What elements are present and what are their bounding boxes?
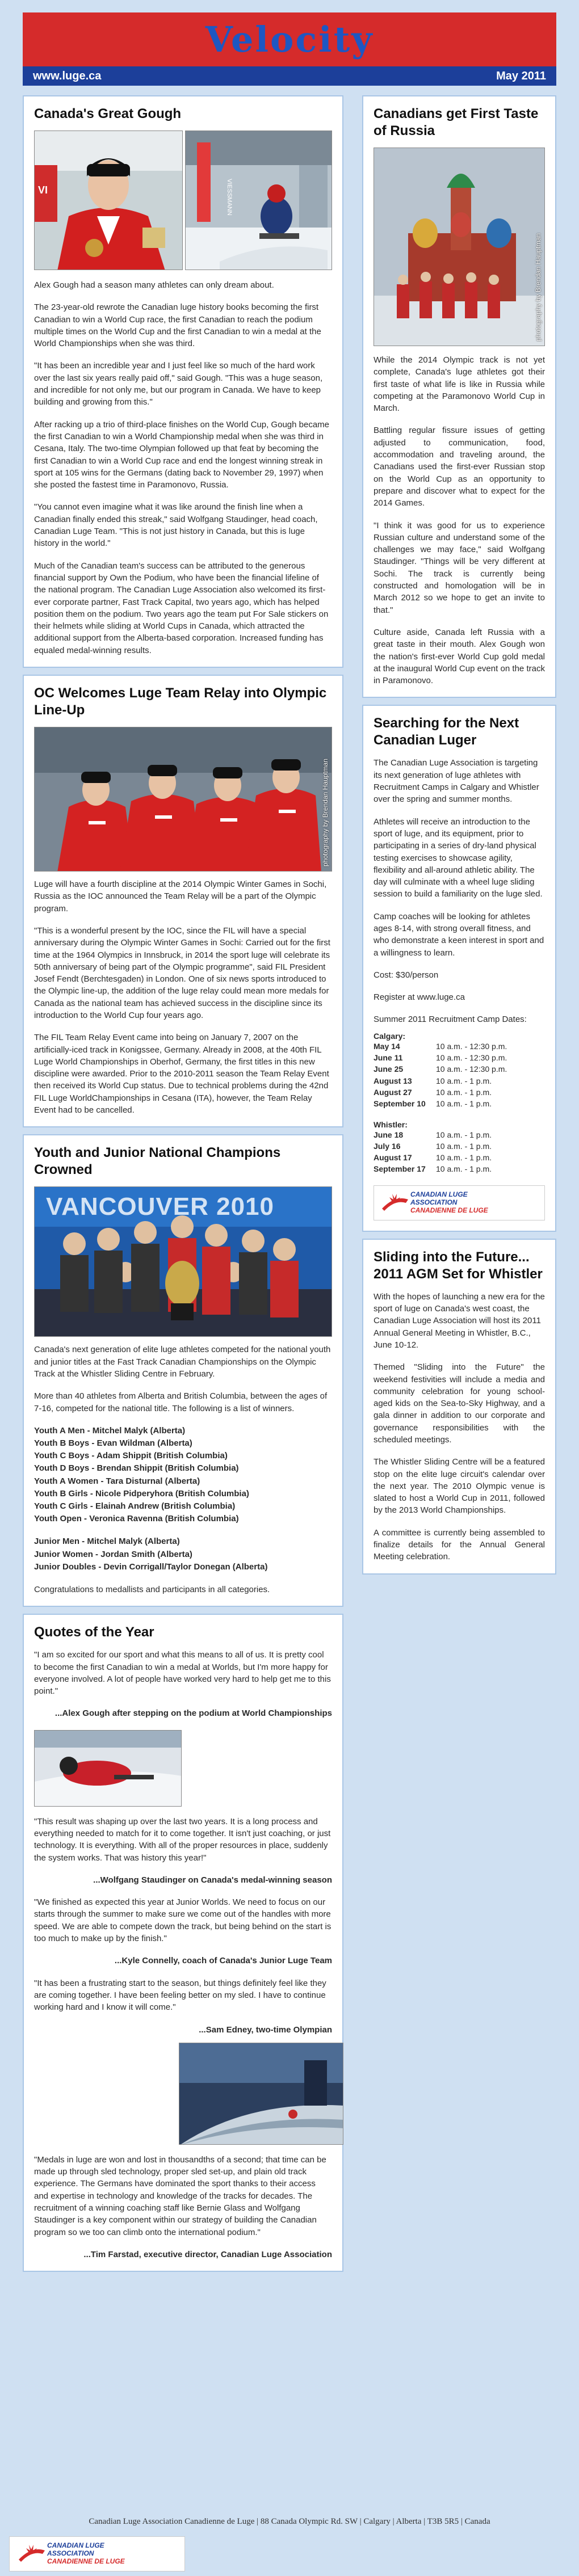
camp-time: 10 a.m. - 12:30 p.m. [436,1041,507,1051]
youth-winners-list [34,1425,332,1526]
svg-text:VIESSMANN: VIESSMANN [225,179,233,216]
quote-attribution: ...Wolfgang Staudinger on Canada's medal-winning season [93,1875,332,1885]
quotes-article [23,1614,343,2272]
cla-logo [374,1185,545,1220]
date-row [374,1052,545,1063]
youth-paragraph: Canada's next generation of elite luge athletes competed for the national youth and junior titles at the Fast Track Canadian Championships on the Olympic Track at the Whistler Sliding Centre in February. [34,1345,331,1379]
russia-photo-credit: photography by Brendan Hauptman [534,233,542,341]
camp-date: August 27 [374,1087,412,1097]
recruitment-paragraph: The Canadian Luge Association is targeting its next generation of luge athletes with Recruitment Camps in Calgary and Whistler over the spring and summer months. [374,758,539,805]
maple-leaf-icon [16,2543,47,2565]
logo-line: CANADIAN LUGE [47,2541,104,2550]
camp-date: May 14 [374,1041,400,1051]
camp-time: 10 a.m. - 1 p.m. [436,1087,492,1097]
winner-item: Youth A Men - Mitchel Malyk (Alberta) [34,1425,186,1436]
camp-date: August 17 [374,1153,412,1163]
quote-sled-image [35,1731,182,1807]
quote-text: "Medals in luge are won and lost in thousandths of a second; that time can be made up through sled technology, proper sled set-up, and plain old track experience. The Germans have dominated the sport thanks to their access and expertise in technology and knowledge of the tracks for decades. The recruitment of a winning coaching staff like Bernie Glass and Wolfgang Staudinger is a key component within our strategy of building the Canadian program so we too can climb onto the international podium." [34,2154,326,2237]
recruitment-heading: Searching for the Next Canadian Luger [374,715,519,748]
winner-item: Youth A Women - Tara Disturnal (Alberta) [34,1476,200,1486]
youth-closing: Congratulations to medallists and participants in all categories. [34,1584,270,1594]
camp-date: August 13 [374,1076,412,1085]
junior-winners-list [34,1535,332,1573]
maple-leaf-icon [380,1192,410,1214]
left-column [23,95,343,2279]
title-bar [23,12,556,66]
url-bar [23,66,556,86]
footer-cla-logo [9,2536,185,2571]
camp-date: September 10 [374,1099,426,1109]
date-row [374,1163,545,1175]
quote-text: "We finished as expected this year at Junior Worlds. We need to focus on our starts through the summer to make sure we come out of the handles with more speed. We are able to compete down the track, but being behind on the start is too much to make up by the finish." [34,1897,332,1944]
gough-paragraph: After racking up a trio of third-place finishes on the World Cup, Gough became the first Canadian to win a World Championship medal when she was third in Cesana, Italy. The two-time Olympian followed up that feat by becoming the first Canadian to win a World Cup race and end the longest winning streak in sport at 105 wins for the Germans (dating back to November 29, 1997) when she posted the fastest time in Paramonovo, Russia. [34,419,329,490]
gough-paragraph: "You cannot even imagine what it was like around the finish line when a Canadian finally ended this streak," said Wolfgang Staudinger, head coach, Canadian Luge Team. "This is not just history in Canada, but this is luge history in the world." [34,502,318,549]
gough-photos [34,131,332,270]
date-row [374,1063,545,1075]
gough-paragraph: The 23-year-old rewrote the Canadian luge history books becoming the first Canadian to win a World Cup race, the first Canadian to reach the podium multiple times on the World Cup and the first Canadian to win a medal at the World Championships when she was third. [34,302,321,349]
gough-article [23,95,343,668]
agm-paragraph: With the hopes of launching a new era for the sport of luge on Canada's west coast, the Canadian Luge Association will host its 2011 Annual General Meeting in Whistler, B.C., June 10-12. [374,1291,545,1350]
quote-attribution: ...Sam Edney, two-time Olympian [199,2024,332,2035]
youth-article [23,1134,343,1607]
logo-line: CANADIENNE DE LUGE [410,1206,488,1214]
quote-text: "This result was shaping up over the last two years. It is a long process and everything needed to match for it to come together. It isn't just coaching, or just technology. It is everything. With all of the proper resources in place, suddenly the system works. That was history this year!" [34,1816,331,1863]
quotes-heading: Quotes of the Year [34,1624,154,1640]
date-row [374,1087,545,1098]
calgary-dates [374,1032,545,1110]
winner-item: Junior Men - Mitchel Malyk (Alberta) [34,1537,180,1547]
relay-team-image [35,727,332,872]
recruitment-register: Register at www.luge.ca [374,992,465,1003]
quote-attribution: ...Tim Farstad, executive director, Canadian Luge Association [83,2249,332,2259]
footer-address: Canadian Luge Association Canadienne de Luge | 88 Canada Olympic Rd. SW | Calgary | Alberta | T3B 5R5 | Canada [89,2517,490,2526]
winner-item: Youth D Boys - Brendan Shippit (British Columbia) [34,1463,239,1474]
issue-date: May 2011 [496,69,546,82]
date-row [374,1075,545,1087]
russia-paragraph: While the 2014 Olympic track is not yet complete, Canada's luge athletes got their first taste of what life is like in Russia while competing at the Paramonovo World Cup in March. [374,355,545,414]
relay-article [23,675,343,1127]
whistler-dates [374,1120,545,1175]
camp-time: 10 a.m. - 12:30 p.m. [436,1064,507,1074]
date-row [374,1152,545,1163]
youth-heading: Youth and Junior National Champions Crowned [34,1145,281,1178]
gough-heading: Canada's Great Gough [34,106,182,121]
russia-heading: Canadians get First Taste of Russia [374,106,539,138]
russia-paragraph: Battling regular fissure issues of getting adjusted to communication, food, accommodation and traveling around, the Canadians used the first-ever Russian stop on the World Cup as an opportunity to prepare and discover what to expect for the 2014 Games. [374,426,545,508]
camp-time: 10 a.m. - 1 p.m. [436,1099,492,1109]
newsletter-title: Velocity [205,19,374,60]
gough-portrait-photo [34,131,183,270]
recruitment-paragraph: Athletes will receive an introduction to the sport of luge, and its equipment, prior to participating in a series of dry-land physical testing exercises to showcase agility, flexibility and all-around athletic ability. The day will culminate with a wheel luge sliding session to build a familiarity on the luge sled. [374,816,543,899]
agm-article [362,1239,556,1575]
camp-time: 10 a.m. - 12:30 p.m. [436,1053,507,1063]
quote-attribution: ...Alex Gough after stepping on the podium at World Championships [54,1708,332,1719]
relay-paragraph: Luge will have a fourth discipline at the 2014 Olympic Winter Games in Sochi, Russia as the IOC announced the Team Relay will be a part of the Olympic program. [34,879,327,914]
gough-paragraph: "It has been an incredible year and I just feel like so much of the hard work over the last six years really paid off," said Gough. "This was a huge season, and incredible for not only me, but our program in Canada. We have to keep building and growing from this." [34,361,323,407]
masthead [23,12,556,86]
logo-line: ASSOCIATION [47,2549,94,2558]
agm-paragraph: The Whistler Sliding Centre will be a featured stop on the elite luge circuit's calendar over the next year. The 2010 Olympic venue is slated to host a World Cup in 2011, followed by the 2013 World Championships. [374,1457,545,1516]
winner-item: Youth C Boys - Adam Shippit (British Columbia) [34,1451,228,1461]
logo-line: CANADIENNE DE LUGE [47,2557,125,2565]
camp-time: 10 a.m. - 1 p.m. [436,1076,492,1085]
camp-time: 10 a.m. - 1 p.m. [436,1153,492,1163]
youth-photo-banner-text: VANCOUVER 2010 [46,1193,274,1221]
recruitment-dates-title: Summer 2011 Recruitment Camp Dates: [374,1015,527,1025]
russia-paragraph: "I think it was good for us to experience Russian culture and understand some of the challenges we may face," said Wolfgang Staudinger. "Things will be very different at Sochi. The track is currently being constructed and homologation will be in March 2012 so we hope to get an invite to that." [374,520,545,615]
svg-text:VI: VI [38,184,48,196]
youth-paragraph: More than 40 athletes from Alberta and British Columbia, between the ages of 7-16, competed for the national title. The following is a list of winners. [34,1391,328,1413]
relay-photo-credit: photography by Brendan Hauptman [321,758,329,867]
gough-race-image [186,131,333,270]
youth-champions-photo [34,1186,332,1337]
camp-date: July 16 [374,1141,401,1151]
recruitment-article [362,705,556,1231]
calgary-label: Calgary: [374,1031,406,1041]
relay-paragraph: The FIL Team Relay Event came into being on January 7, 2007 on the artificially-iced track in Konigssee, Germany. Already in 2008, at the 40th FIL Luge World Championships in Oberhof, Germany, the first titles in this new discipline were awarded. Prior to the 2010-2011 season the Team Relay Event then received its World Cup status. Due to technical problems during the 42nd FIL Luge WorldChampionships in Cesana (ITA), however, the Team Relay Event had to be cancelled. [34,1033,329,1116]
camp-date: September 17 [374,1164,426,1174]
date-row [374,1140,545,1152]
camp-time: 10 a.m. - 1 p.m. [436,1130,492,1139]
camp-time: 10 a.m. - 1 p.m. [436,1141,492,1151]
date-row [374,1129,545,1140]
gough-paragraph: Alex Gough had a season many athletes can only dream about. [34,280,274,290]
footer-logo-text [47,2542,125,2565]
winner-item: Youth C Girls - Elainah Andrew (British Columbia) [34,1501,236,1511]
winner-item: Junior Women - Jordan Smith (Alberta) [34,1549,192,1559]
winner-item: Youth B Girls - Nicole Pidperyhora (British Columbia) [34,1488,249,1499]
gough-race-photo [185,131,333,270]
winner-item: Youth Open - Veronica Ravenna (British Columbia) [34,1514,239,1524]
camp-date: June 18 [374,1130,404,1139]
camp-date: June 25 [374,1064,404,1074]
quote-track-image [179,2043,343,2145]
cla-logo-text [410,1191,488,1214]
russia-paragraph: Culture aside, Canada left Russia with a great taste in their mouth. Alex Gough won the nation's first-ever World Cup gold medal at the inaugural World Cup event on the track in Paramonovo. [374,627,545,686]
whistler-label: Whistler: [374,1119,408,1129]
gough-portrait-image [35,131,183,270]
right-column [362,95,556,1581]
recruitment-cost: Cost: $30/person [374,970,439,980]
winner-item: Youth B Boys - Evan Wildman (Alberta) [34,1438,192,1449]
quote-sled-photo [34,1730,182,1807]
relay-team-photo [34,727,332,872]
camp-date: June 11 [374,1053,403,1063]
russia-article [362,95,556,698]
agm-heading: Sliding into the Future... 2011 AGM Set for Whistler [374,1249,543,1282]
quote-text: "It has been a frustrating start to the season, but things definitely feel like they are coming together. I have been feeling better on my sled. I have to continue working hard and I know it will come." [34,1978,326,2013]
agm-paragraph: Themed "Sliding into the Future" the weekend festivities will include a media and community celebration for young school-aged kids on the Sea-to-Sky Highway, and a gala dinner in addition to our corporate and governance responsibilities with the scheduled meetings. [374,1362,545,1445]
logo-line: CANADIAN LUGE [410,1190,468,1199]
russia-cathedral-image [374,148,545,346]
agm-paragraph: A committee is currently being assembled to finalize details for the Annual General Meeting celebration. [374,1527,545,1562]
quote-track-photo [179,2043,343,2145]
website-link[interactable]: www.luge.ca [33,69,102,82]
winner-item: Junior Doubles - Devin Corrigall/Taylor Donegan (Alberta) [34,1561,268,1572]
russia-photo [374,148,545,346]
date-row [374,1041,545,1052]
gough-paragraph: Much of the Canadian team's success can be attributed to the generous financial support by Own the Podium, who have been the financial lifeline of the national program. The Canadian Luge Association also welcomed its first-ever corporate partner, Fast Track Capital, two years ago, which has helped position them on the podium. Two years ago the team put For Sale stickers on their helmets while sliding at World Cups in Canada, which attracted the additional support from the Alberta-based corporation. Increased funding has equaled medal-winning results. [34,561,329,655]
camp-time: 10 a.m. - 1 p.m. [436,1164,492,1174]
quote-attribution: ...Kyle Connelly, coach of Canada's Junior Luge Team [114,1956,332,1966]
relay-paragraph: "This is a wonderful present by the IOC, since the FIL will have a special anniversary during the Olympic Winter Games in Sochi: Carried out for the first time at the 1964 Olympics in Innsbruck, in 2014 the sport luge will celebrate its 50th anniversary of being part of the Olympic programme", said FIL President Josef Fendt (Berchtesgaden) in London. One of six news sports introduced to the Olympic line-up, the addition of the luge relay could mean more medals for Canada as the national team has achieved success in the discipline since its introduction to the World Cup four years ago. [34,925,330,1020]
logo-line: ASSOCIATION [410,1198,458,1206]
date-row [374,1098,545,1109]
quote-text: "I am so excited for our sport and what this means to all of us. It is pretty cool to become the first Canadian to win a medal at Worlds, but I'm more happy for everyone involved. A lot of people have worked very hard to help get me to this point." [34,1650,331,1697]
recruitment-paragraph: Camp coaches will be looking for athletes ages 8-14, with strong overall fitness, and who demonstrate a keen interest in sport and a willingness to learn. [374,911,544,958]
relay-heading: OC Welcomes Luge Team Relay into Olympic Line-Up [34,685,327,718]
